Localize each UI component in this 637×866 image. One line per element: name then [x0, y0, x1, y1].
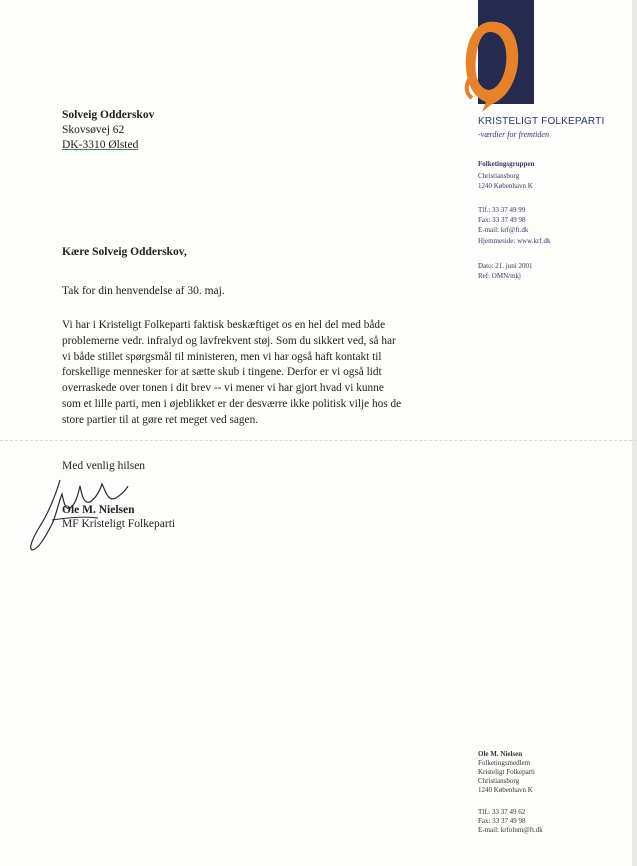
sender-address-line1: Christiansborg: [478, 172, 520, 180]
closing: Med venlig hilsen: [62, 460, 146, 472]
signer-title: MF Kristeligt Folkeparti: [62, 518, 176, 530]
opening-line: Tak for din henvendelse af 30. maj.: [62, 285, 225, 297]
recipient-street: Skovsøvej 62: [62, 124, 125, 136]
letter-reference: Ref: OMN/mkj: [478, 272, 521, 280]
party-logo-icon: [458, 18, 528, 114]
footer-role: Folketingsmedlem: [478, 759, 531, 767]
sender-address-line2: 1240 København K: [478, 182, 533, 190]
footer-name: Ole M. Nielsen: [478, 750, 523, 758]
sender-fax: Fax: 33 37 49 98: [478, 216, 526, 224]
body-line: overraskede over tonen i dit brev -- vi mener vi har gjort hvad vi kunne: [62, 382, 384, 395]
sender-group: Folketingsgruppen: [478, 160, 535, 168]
body-line: som et lille parti, men i øjeblikket er der desværre ikke politisk vilje hos de: [62, 397, 402, 410]
party-name: KRISTELIGT FOLKEPARTI: [478, 116, 605, 127]
salutation: Kære Solveig Odderskov,: [62, 246, 187, 258]
footer-phone: Tlf.: 33 37 49 62: [478, 808, 526, 816]
body-line: vi både stillet spørgsmål til ministeren, men vi har også haft kontakt til: [62, 350, 382, 363]
fold-line: [0, 440, 637, 442]
sender-web: Hjemmeside: www.krf.dk: [478, 237, 551, 245]
sender-email: E-mail: krf@ft.dk: [478, 226, 529, 234]
party-slogan: -værdier for fremtiden: [478, 130, 549, 139]
recipient-city: DK-3310 Ølsted: [62, 139, 139, 151]
body-line: store partier til at gøre ret meget ved sagen.: [62, 413, 259, 426]
recipient-name: Solveig Odderskov: [62, 109, 155, 121]
body-line: Vi har i Kristeligt Folkeparti faktisk beskæftiget os en hel del med både: [62, 319, 386, 331]
footer-fax: Fax: 33 37 49 98: [478, 817, 526, 825]
footer-address-line2: 1240 København K: [478, 786, 533, 794]
paper-edge-shadow: [632, 0, 637, 866]
signer-name: Ole M. Nielsen: [62, 504, 135, 516]
footer-party: Kristeligt Folkeparti: [478, 768, 535, 776]
footer-address-line1: Christiansborg: [478, 777, 520, 785]
sender-phone: Tlf.: 33 37 49 99: [478, 206, 526, 214]
letter-body: [62, 318, 452, 429]
footer-email: E-mail: krfolnm@ft.dk: [478, 826, 543, 834]
letter-date: Dato: 21. juni 2001: [478, 262, 533, 270]
body-line: problemerne vedr. infralyd og lavfrekvent støj. Som du sikkert ved, så har: [62, 334, 396, 347]
body-line: forskellige mennesker for at sætte skub i tingene. Derfor er vi også lidt: [62, 366, 382, 379]
